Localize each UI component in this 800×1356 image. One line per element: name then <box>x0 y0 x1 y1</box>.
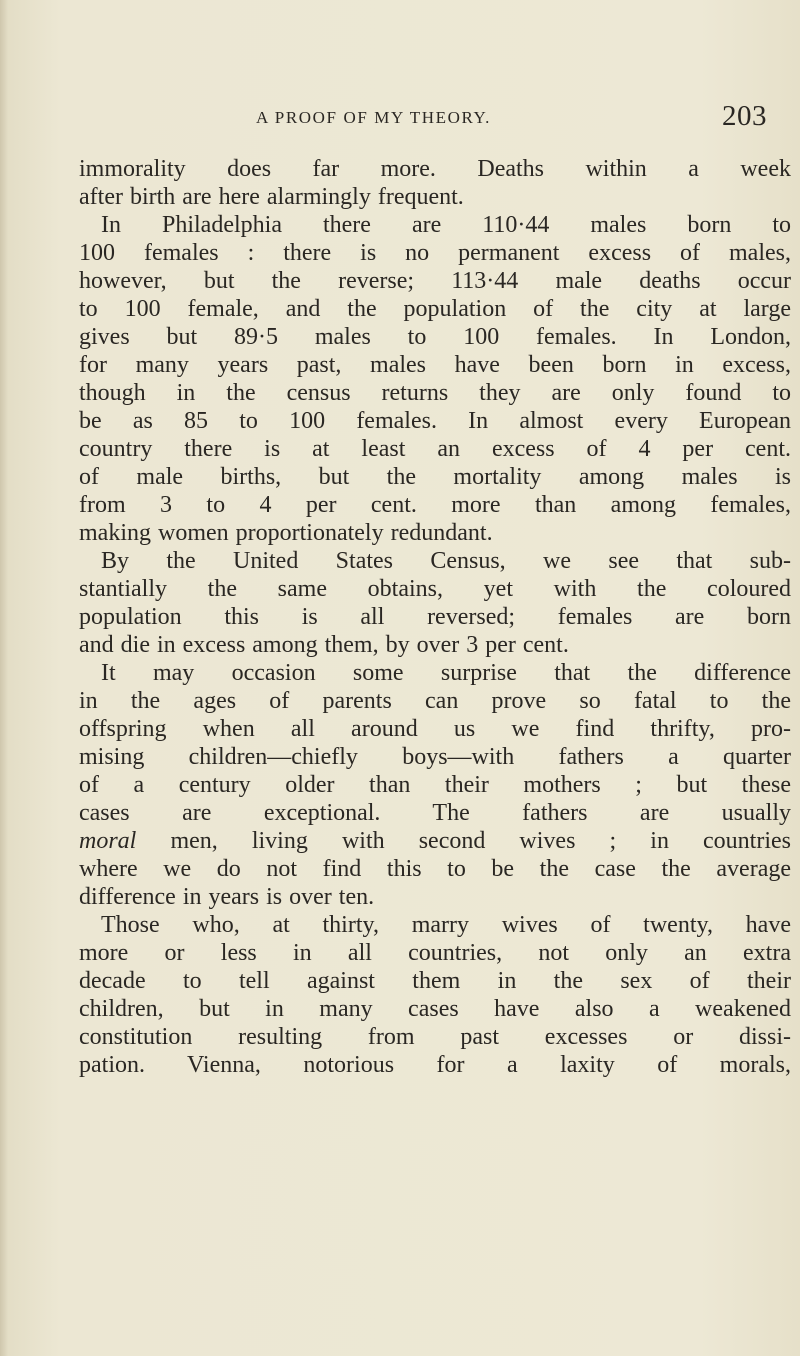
text-line: decade to tell against them in the sex of their <box>79 968 791 994</box>
text-line-rest: men, living with second wives ; in countries <box>170 828 792 854</box>
text-line: In Philadelphia there are 110·44 males born to <box>101 212 791 238</box>
text-line: 100 females : there is no permanent excess of males, <box>79 240 791 266</box>
italic-word: moral <box>79 828 137 854</box>
text-line: country there is at least an excess of 4 per cent. <box>79 436 791 462</box>
text-line: constitution resulting from past excesses or dissi- <box>79 1024 791 1050</box>
text-line: from 3 to 4 per cent. more than among females, <box>79 492 791 518</box>
text-line: and die in excess among them, by over 3 per cent. <box>79 632 569 658</box>
text-line: be as 85 to 100 females. In almost every European <box>79 408 791 434</box>
text-line: after birth are here alarmingly frequent. <box>79 184 464 210</box>
text-line: offspring when all around us we find thrifty, pro- <box>79 716 791 742</box>
text-line: difference in years is over ten. <box>79 884 375 910</box>
text-line: of male births, but the mortality among males is <box>79 464 791 490</box>
body-text <box>79 155 791 1079</box>
text-line: gives but 89·5 males to 100 females. In London, <box>79 324 791 350</box>
text-line: for many years past, males have been born in excess, <box>79 352 791 378</box>
text-line: children, but in many cases have also a weakened <box>79 996 791 1022</box>
text-line: immorality does far more. Deaths within a week <box>79 156 791 182</box>
page-gutter-shadow <box>0 0 8 1356</box>
text-line: of a century older than their mothers ; but these <box>79 772 791 798</box>
text-line: By the United States Census, we see that sub- <box>101 548 791 574</box>
text-line: cases are exceptional. The fathers are usually <box>79 800 791 826</box>
text-line: though in the census returns they are only found to <box>79 380 791 406</box>
text-line: in the ages of parents can prove so fatal to the <box>79 688 791 714</box>
text-line: mising children—chiefly boys—with fathers a quarter <box>79 744 791 770</box>
text-line: however, but the reverse; 113·44 male deaths occur <box>79 268 791 294</box>
text-line: stantially the same obtains, yet with the coloured <box>79 576 791 602</box>
text-line: where we do not find this to be the case the average <box>79 856 791 882</box>
text-line <box>79 827 791 855</box>
page-number: 203 <box>722 100 767 132</box>
text-line: pation. Vienna, notorious for a laxity of morals, <box>79 1052 791 1078</box>
text-line: population this is all reversed; females are born <box>79 604 791 630</box>
text-line: to 100 female, and the population of the city at large <box>79 296 791 322</box>
running-title: A PROOF OF MY THEORY. <box>256 108 491 127</box>
text-line: making women proportionately redundant. <box>79 520 493 546</box>
text-line: It may occasion some surprise that the difference <box>101 660 791 686</box>
text-line: Those who, at thirty, marry wives of twenty, have <box>101 912 791 938</box>
text-line: more or less in all countries, not only an extra <box>79 940 791 966</box>
running-head <box>0 96 800 136</box>
